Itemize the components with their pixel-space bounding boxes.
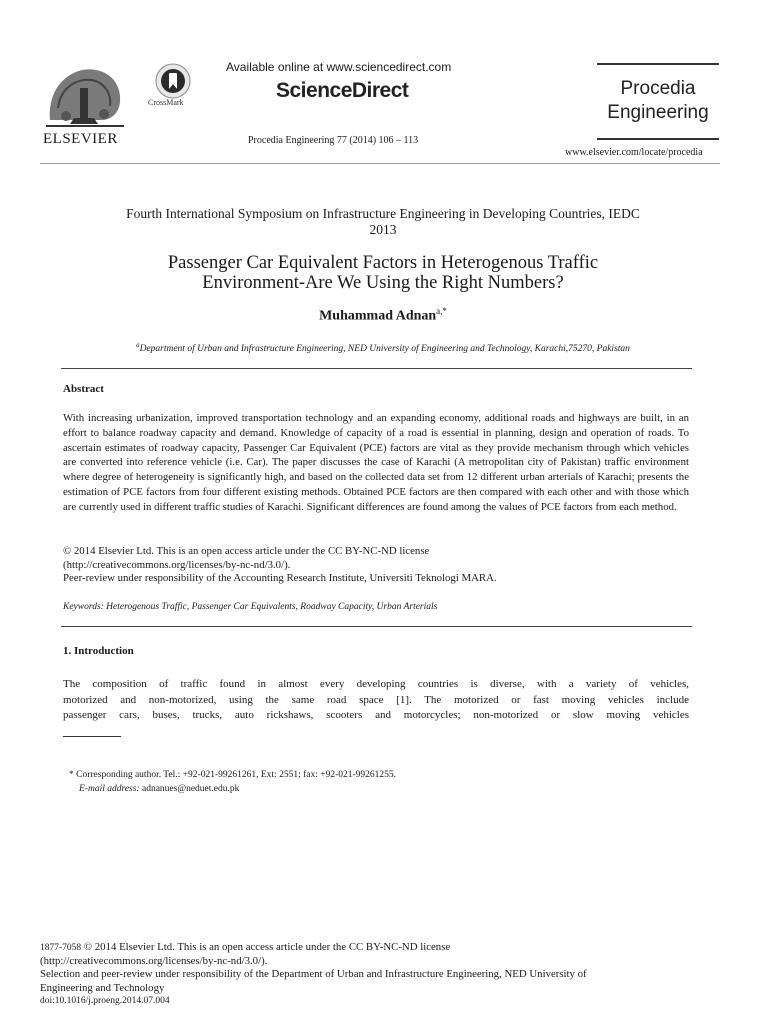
conference-name <box>60 206 706 238</box>
journal-title-rule-bottom <box>597 138 719 140</box>
introduction-line1: The composition of traffic found in almost every developing countries is diverse, with a variety of vehicles, <box>63 678 689 690</box>
section-heading-introduction: 1. Introduction <box>63 645 134 657</box>
corresponding-author-note: * Corresponding author. Tel.: +92-021-99261261, Ext: 2551; fax: +92-021-99261255. <box>69 770 397 780</box>
journal-title-line2: Engineering <box>607 102 709 123</box>
introduction-paragraph <box>63 677 689 724</box>
license-link[interactable]: (http://creativecommons.org/licenses/by-nc-nd/3.0/). <box>63 558 291 571</box>
header-divider <box>40 163 720 164</box>
page-footer <box>40 941 720 1008</box>
footer-review-line2: Engineering and Technology <box>40 981 165 994</box>
license-line1: © 2014 Elsevier Ltd. This is an open access article under the CC BY-NC-ND license <box>63 545 430 557</box>
available-online-text: Available online at www.sciencedirect.com <box>226 60 452 74</box>
conference-line1: Fourth International Symposium on Infrastructure Engineering in Developing Countries, IEDC <box>126 206 640 221</box>
paper-title-line1: Passenger Car Equivalent Factors in Heterogenous Traffic <box>167 253 599 273</box>
sciencedirect-logo[interactable]: ScienceDirect <box>276 79 409 102</box>
doi-link[interactable]: doi:10.1016/j.proeng.2014.07.004 <box>40 995 170 1006</box>
publisher-wordmark: ELSEVIER <box>43 131 118 147</box>
journal-title-line1: Procedia <box>620 78 696 99</box>
crossmark-label: CrossMark <box>148 98 184 107</box>
journal-title <box>597 77 719 125</box>
introduction-line3: passenger cars, buses, trucks, auto rickshaws, scooters and motorcycles; non-motorized or slow moving vehicles <box>63 709 689 721</box>
footer-license-link[interactable]: (http://creativecommons.org/licenses/by-nc-nd/3.0/). <box>40 955 268 968</box>
email-link[interactable]: adnanues@neduet.edu.pk <box>141 784 240 794</box>
keywords: Keywords: Heterogenous Traffic, Passenger Car Equivalents, Roadway Capacity, Urban Arterials <box>63 602 438 612</box>
author-marker: a,* <box>436 306 447 316</box>
journal-reference: Procedia Engineering 77 (2014) 106 – 113 <box>248 135 419 146</box>
affiliation-marker: a <box>136 341 140 349</box>
license-notice <box>63 545 689 586</box>
issn: 1877-7058 <box>40 943 82 953</box>
paper-title-line2: Environment-Are We Using the Right Numbers? <box>202 273 564 293</box>
journal-url-link[interactable]: www.elsevier.com/locate/procedia <box>565 147 703 158</box>
abstract-heading: Abstract <box>63 383 104 395</box>
footer-license-line1: © 2014 Elsevier Ltd. This is an open access article under the CC BY-NC-ND license <box>83 941 451 953</box>
affiliation-text: Department of Urban and Infrastructure Engineering, NED University of Engineering and Technology, Karachi,75270, Pakistan <box>139 344 630 355</box>
email-label: E-mail address: <box>79 784 140 794</box>
footnote-rule <box>63 736 121 737</box>
abstract-body: With increasing urbanization, improved transportation technology and an expanding economy, additional roads and highways are built, in an effort to balance roadway capacity and demand. Knowledge of capacity of a road is essential in planning, design and operation of roads. To ascertain estimates of roadway capacity, Passenger Car Equivalent (PCE) factors are vital as they provide mechanism through which vehicles are converted into reference vehicle (i.e. Car). The paper discusses the case of Karachi (A metropolitan city of Pakistan) traffic environment where degree of heterogeneity is significantly high, and based on the collected data set from 12 different urban arterials of Karachi; presents the estimation of PCE factors from four different existing methods. Obtained PCE factors are then compared with each other and with those which are currently used in different traffic studies of Karachi. Significant differences are found among the values of PCE factors from each method. <box>63 412 689 513</box>
introduction-line2: motorized and non-motorized, using the same road space [1]. The motorized or fast moving vehicles include <box>63 693 689 706</box>
footer-review-line1: Selection and peer-review under responsibility of the Department of Urban and Infrastructure Engineering, NED University of <box>40 968 587 981</box>
affiliation <box>60 341 706 354</box>
journal-title-rule-top <box>597 63 719 65</box>
abstract-bottom-rule <box>61 626 692 627</box>
author-name: Muhammad Adnan <box>319 308 437 324</box>
author-line <box>60 306 706 325</box>
conference-line2: 2013 <box>369 222 397 237</box>
paper-title <box>60 253 706 293</box>
peer-review-line: Peer-review under responsibility of the Accounting Research Institute, Universiti Teknologi MARA. <box>63 572 497 584</box>
email-line <box>79 784 239 794</box>
abstract-top-rule <box>61 368 692 369</box>
